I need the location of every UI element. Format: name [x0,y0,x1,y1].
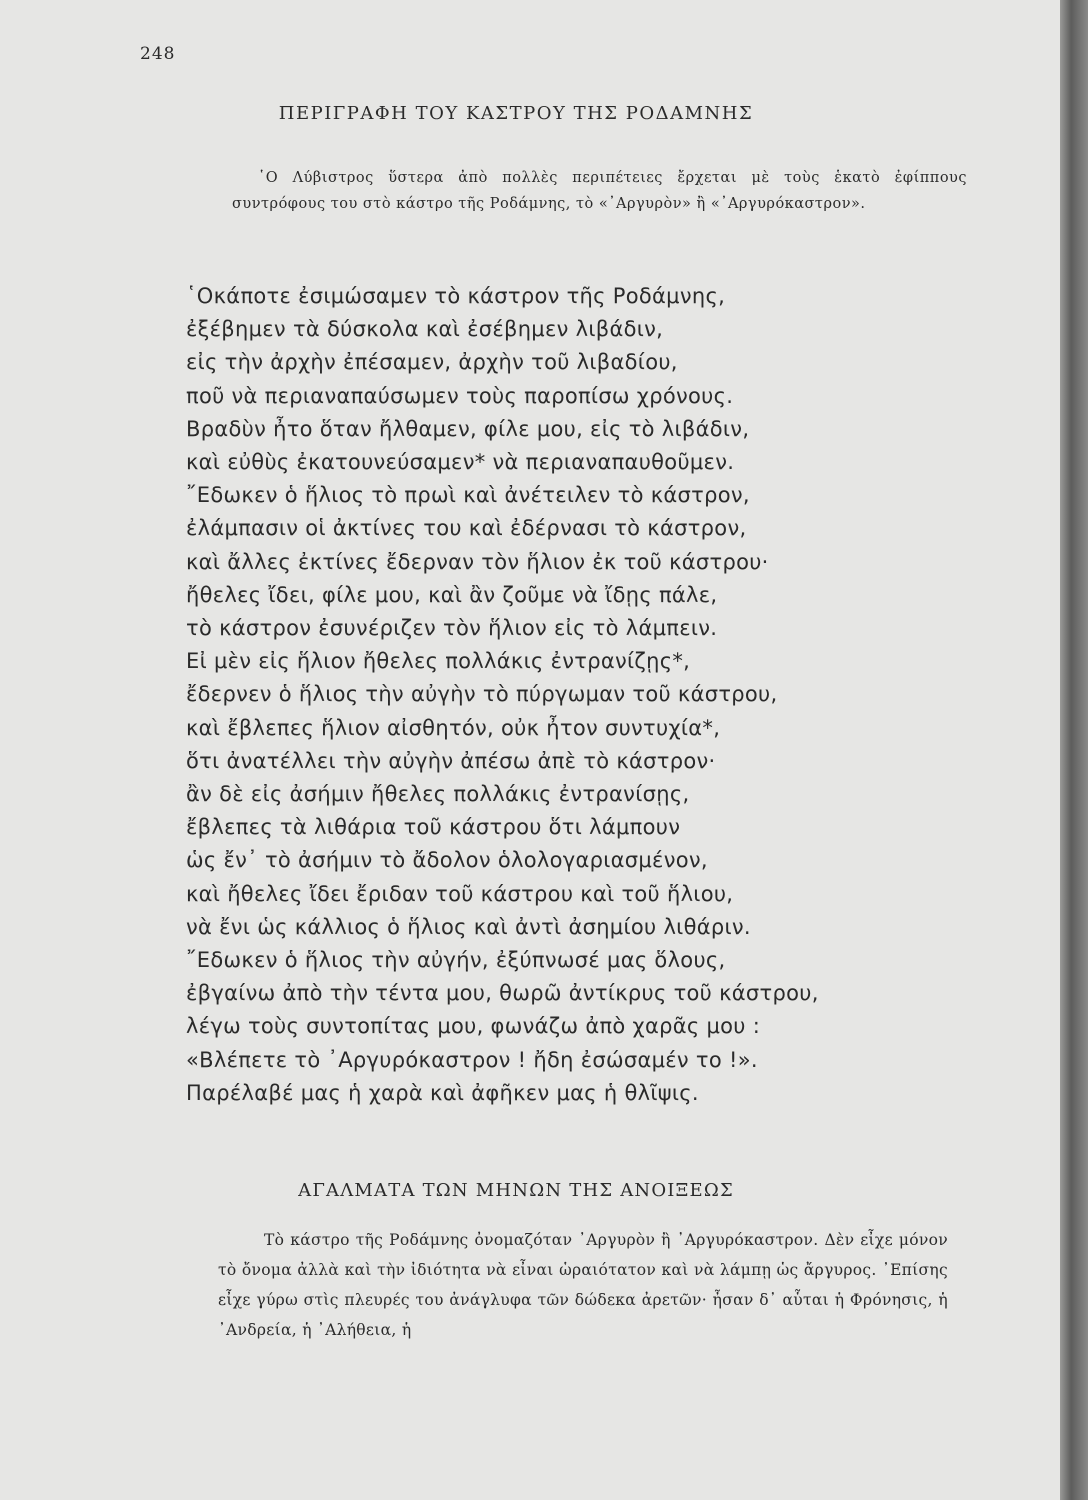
poem-line: ἂν δὲ εἰς ἀσήμιν ἤθελες πολλάκις ἐντρανίσῃς, [186,782,690,807]
poem-line: ἐβγαίνω ἀπὸ τὴν τέντα μου, θωρῶ ἀντίκρυς τοῦ κάστρου, [186,981,819,1006]
poem-line: Βραδὺν ἦτο ὅταν ἤλθαμεν, φίλε μου, εἰς τὸ λιβάδιν, [186,416,750,441]
section-title: ΑΓΑΛΜΑΤΑ ΤΩΝ ΜΗΝΩΝ ΤΗΣ ΑΝΟΙΞΕΩΣ [298,1180,734,1201]
poem-line: ῎Εδωκεν ὁ ἥλιος τὸ πρωὶ καὶ ἀνέτειλεν τὸ κάστρον, [186,483,750,508]
poem-line: ῎Εδωκεν ὁ ἥλιος τὴν αὐγήν, ἐξύπνωσέ μας ὅλους, [186,948,726,973]
poem-line: τὸ κάστρον ἐσυνέριζεν τὸν ἥλιον εἰς τὸ λάμπειν. [186,616,718,641]
poem-line: καὶ ἤθελες ἴδει ἔριδαν τοῦ κάστρου καὶ τοῦ ἥλιου, [186,881,734,906]
poem-line: ἐλάμπασιν οἱ ἀκτίνες του καὶ ἐδέρνασι τὸ κάστρον, [186,516,747,541]
poem-line: καὶ ἄλλες ἐκτίνες ἔδερναν τὸν ἥλιον ἐκ τοῦ κάστρου· [186,549,769,574]
poem-line: νὰ ἔνι ὡς κάλλιος ὁ ἥλιος καὶ ἀντὶ ἀσημίου λιθάριν. [186,914,751,939]
chapter-title: ΠΕΡΙΓΡΑΦΗ ΤΟΥ ΚΑΣΤΡΟΥ ΤΗΣ ΡΟΔΑΜΝΗΣ [278,103,754,124]
poem-line: Παρέλαβέ μας ἡ χαρὰ καὶ ἀφῆκεν μας ἡ θλῖψις. [186,1080,699,1105]
poem-line: ῾Οκάποτε ἐσιμώσαμεν τὸ κάστρον τῆς Ροδάμνης, [186,284,726,308]
poem-text [186,280,819,1110]
page-number: 248 [140,44,176,64]
poem-line: ἔβλεπες τὰ λιθάρια τοῦ κάστρου ὅτι λάμπουν [186,815,681,840]
poem-line: λέγω τοὺς συντοπίτας μου, φωνάζω ἀπὸ χαρᾶς μου : [186,1014,761,1039]
poem-line: «Βλέπετε τὸ ᾿Αργυρόκαστρον ! ἤδη ἐσώσαμέν το !». [186,1047,758,1072]
poem-line: ἤθελες ἴδει, φίλε μου, καὶ ἂν ζοῦμε νὰ ἴδῃς πάλε, [186,582,718,607]
poem-line: καὶ ἔβλεπες ἥλιον αἰσθητόν, οὐκ ἦτον συντυχία*, [186,715,721,740]
poem-line: Εἰ μὲν εἰς ἥλιον ἤθελες πολλάκις ἐντρανίζῃς*, [186,649,691,674]
poem-line: ἔδερνεν ὁ ἥλιος τὴν αὐγὴν τὸ πύργωμαν τοῦ κάστρου, [186,682,778,707]
poem-line: εἰς τὴν ἀρχὴν ἐπέσαμεν, ἀρχὴν τοῦ λιβαδίου, [186,350,678,375]
poem-line: ἐξέβημεν τὰ δύσκολα καὶ ἐσέβημεν λιβάδιν, [186,317,664,342]
prose-paragraph: Τὸ κάστρο τῆς Ροδάμνης ὀνομαζόταν ᾿Αργυρὸν ἢ ᾿Αργυρόκαστρον. Δὲν εἶχε μόνον τὸ ὄνομα ἀλλὰ καὶ τὴν ἰδιότητα νὰ εἶναι ὡραιότατον καὶ νὰ λάμπῃ ὡς ἄργυρος. ᾿Επίσης εἶχε γύρω στὶς πλευρές του ἀνάγλυφα τῶν δώδεκα ἀρετῶν· ἦσαν δ᾿ αὗται ἡ Φρόνησις, ἡ ᾿Ανδρεία, ἡ ᾿Αλήθεια, ἡ [218,1231,948,1339]
poem-line: ὡς ἔν᾿ τὸ ἀσήμιν τὸ ἄδολον ὁλολογαριασμένον, [186,848,708,873]
poem-line: ὅτι ἀνατέλλει τὴν αὐγὴν ἀπέσω ἀπὲ τὸ κάστρον· [186,748,716,773]
scan-edge-shadow [1060,0,1088,1500]
chapter-summary: ῾Ο Λύβιστρος ὕστερα ἀπὸ πολλὲς περιπέτειες ἔρχεται μὲ τοὺς ἑκατὸ ἐφίππους συντρόφους του στὸ κάστρο τῆς Ροδάμνης, τὸ «᾿Αργυρὸν» ἢ «᾿Αργυρόκαστρον». [232,170,967,212]
poem-line: ποῦ νὰ περιαναπαύσωμεν τοὺς παροπίσω χρόνους. [186,383,734,408]
poem-line: καὶ εὐθὺς ἐκατουνεύσαμεν* νὰ περιαναπαυθοῦμεν. [186,450,735,475]
